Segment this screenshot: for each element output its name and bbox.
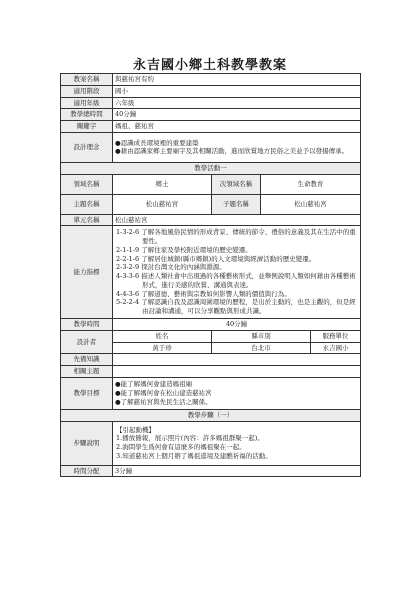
designer-header-name: 姓名 [113, 330, 212, 342]
goal-item: ●能了解媽何會建造媽祖廟 [115, 380, 193, 389]
stage-value: 國小 [113, 85, 361, 97]
step-item: 3.知道慈祐宮上個月辦了媽祖遶境及建醮祈福的活動。 [116, 451, 272, 460]
teach-time-value: 40分鐘 [113, 319, 361, 331]
designer-label: 設計者 [61, 330, 113, 354]
theme-value: 松山慈祐宮 [113, 194, 212, 214]
related-topic-value [113, 366, 361, 378]
concept-item: ●藉由認識家鄉主要廟宇及其相關活動，進而欣賞地方民俗之美並予以發揚傳承。 [115, 147, 349, 156]
domain-value: 鄉土 [113, 174, 212, 194]
goals-label: 教學目標 [61, 377, 113, 409]
time-allocation-label: 時間分配 [61, 465, 113, 477]
ability-item: 1-3-2-6 了解各地風俗民情的形成背景、傳統的節令、禮俗的意義及其在生活中的重要性。 [116, 228, 356, 246]
prior-knowledge-value [113, 354, 361, 366]
stage-label: 適用階段 [61, 85, 113, 97]
time-allocation-value: 3分鐘 [113, 465, 361, 477]
subtheme-label: 子題名稱 [212, 194, 261, 214]
unit-name-value: 與慈祐宮有約 [113, 74, 361, 86]
step-item: 1.播放簡報，展示照片(內容：許多媽祖群聚一起)。 [116, 434, 264, 443]
related-topic-label: 相關主題 [61, 366, 113, 378]
unit-value: 松山慈祐宮 [113, 214, 361, 226]
keywords-label: 關鍵字 [61, 121, 113, 133]
unit-name-label: 教案名稱 [61, 74, 113, 86]
designer-name: 黃于珍 [113, 342, 212, 354]
ability-label: 能力指標 [61, 226, 113, 319]
lesson-plan-table [60, 73, 360, 477]
ability-item: 4-4-3-6 了解道德、藝術與宗教如何影響人類的價值與行為。 [116, 289, 291, 298]
ability-item: 2-3-2-9 探討台灣文化的內涵與淵源。 [116, 263, 226, 272]
step-item: 2.詢問學生爲何會有這麼多的媽祖聚在一起。 [116, 443, 246, 452]
designer-unit: 永吉國小 [311, 342, 361, 354]
ability-item: 2-2-1-6 了解居住城鎮(縣市鄉鎮)的人文環境與經濟活動的歷史變遷。 [116, 254, 316, 263]
concept-item: ●認識成長環境裡的重要建築 [115, 138, 199, 147]
grade-value: 六年級 [113, 97, 361, 109]
steps-list [113, 421, 361, 465]
page-title: 永吉國小鄉土科教學教案 [132, 58, 287, 73]
theme-label: 主題名稱 [61, 194, 113, 214]
teach-time-label: 教學時間 [61, 319, 113, 331]
ability-item: 5-2-2-4 了解認識自我及認識周圍環境的歷程，是出於主動的，也是主觀的，但是經由討論和溝通，可以分享觀點與形成共識。 [116, 298, 356, 316]
subtheme-value: 松山慈祐宮 [261, 194, 361, 214]
concept-label: 設計理念 [61, 132, 113, 162]
activity-header: 教學活動一 [61, 162, 361, 174]
designer-header-city: 縣市別 [212, 330, 311, 342]
subdomain-label: 次領域名稱 [212, 174, 261, 194]
designer-header-unit: 服務單位 [311, 330, 361, 342]
concept-value [113, 132, 361, 162]
unit-label: 單元名稱 [61, 214, 113, 226]
ability-item: 2-1-1-9 了解住家及學校附近環境的歷史變遷。 [116, 245, 252, 254]
designer-city: 台北市 [212, 342, 311, 354]
ability-list [113, 226, 361, 319]
prior-knowledge-label: 先備知識 [61, 354, 113, 366]
ability-item: 4-3-3-6 描述人類社會中出現過的各種藝術形式，並舉例說明人類如何藉由各種藝術形式，進行美感的欣賞、溝通與表達。 [116, 272, 356, 289]
keywords-value: 媽祖、慈祐宮 [113, 121, 361, 133]
subdomain-value: 生命教育 [261, 174, 361, 194]
goals-list [113, 377, 361, 409]
total-time-value: 40分鐘 [113, 109, 361, 121]
step-item: 【引起動機】 [116, 425, 155, 434]
domain-label: 領域名稱 [61, 174, 113, 194]
goal-item: ●了解慈祐宮與先民生活之關係。 [115, 397, 212, 406]
steps-header: 教學步驟（一） [61, 409, 361, 421]
goal-item: ●能了解媽何會在松山建造慈祐宮 [115, 388, 212, 397]
steps-label: 步驟說明 [61, 421, 113, 465]
total-time-label: 教學總時間 [61, 109, 113, 121]
grade-label: 適用年級 [61, 97, 113, 109]
